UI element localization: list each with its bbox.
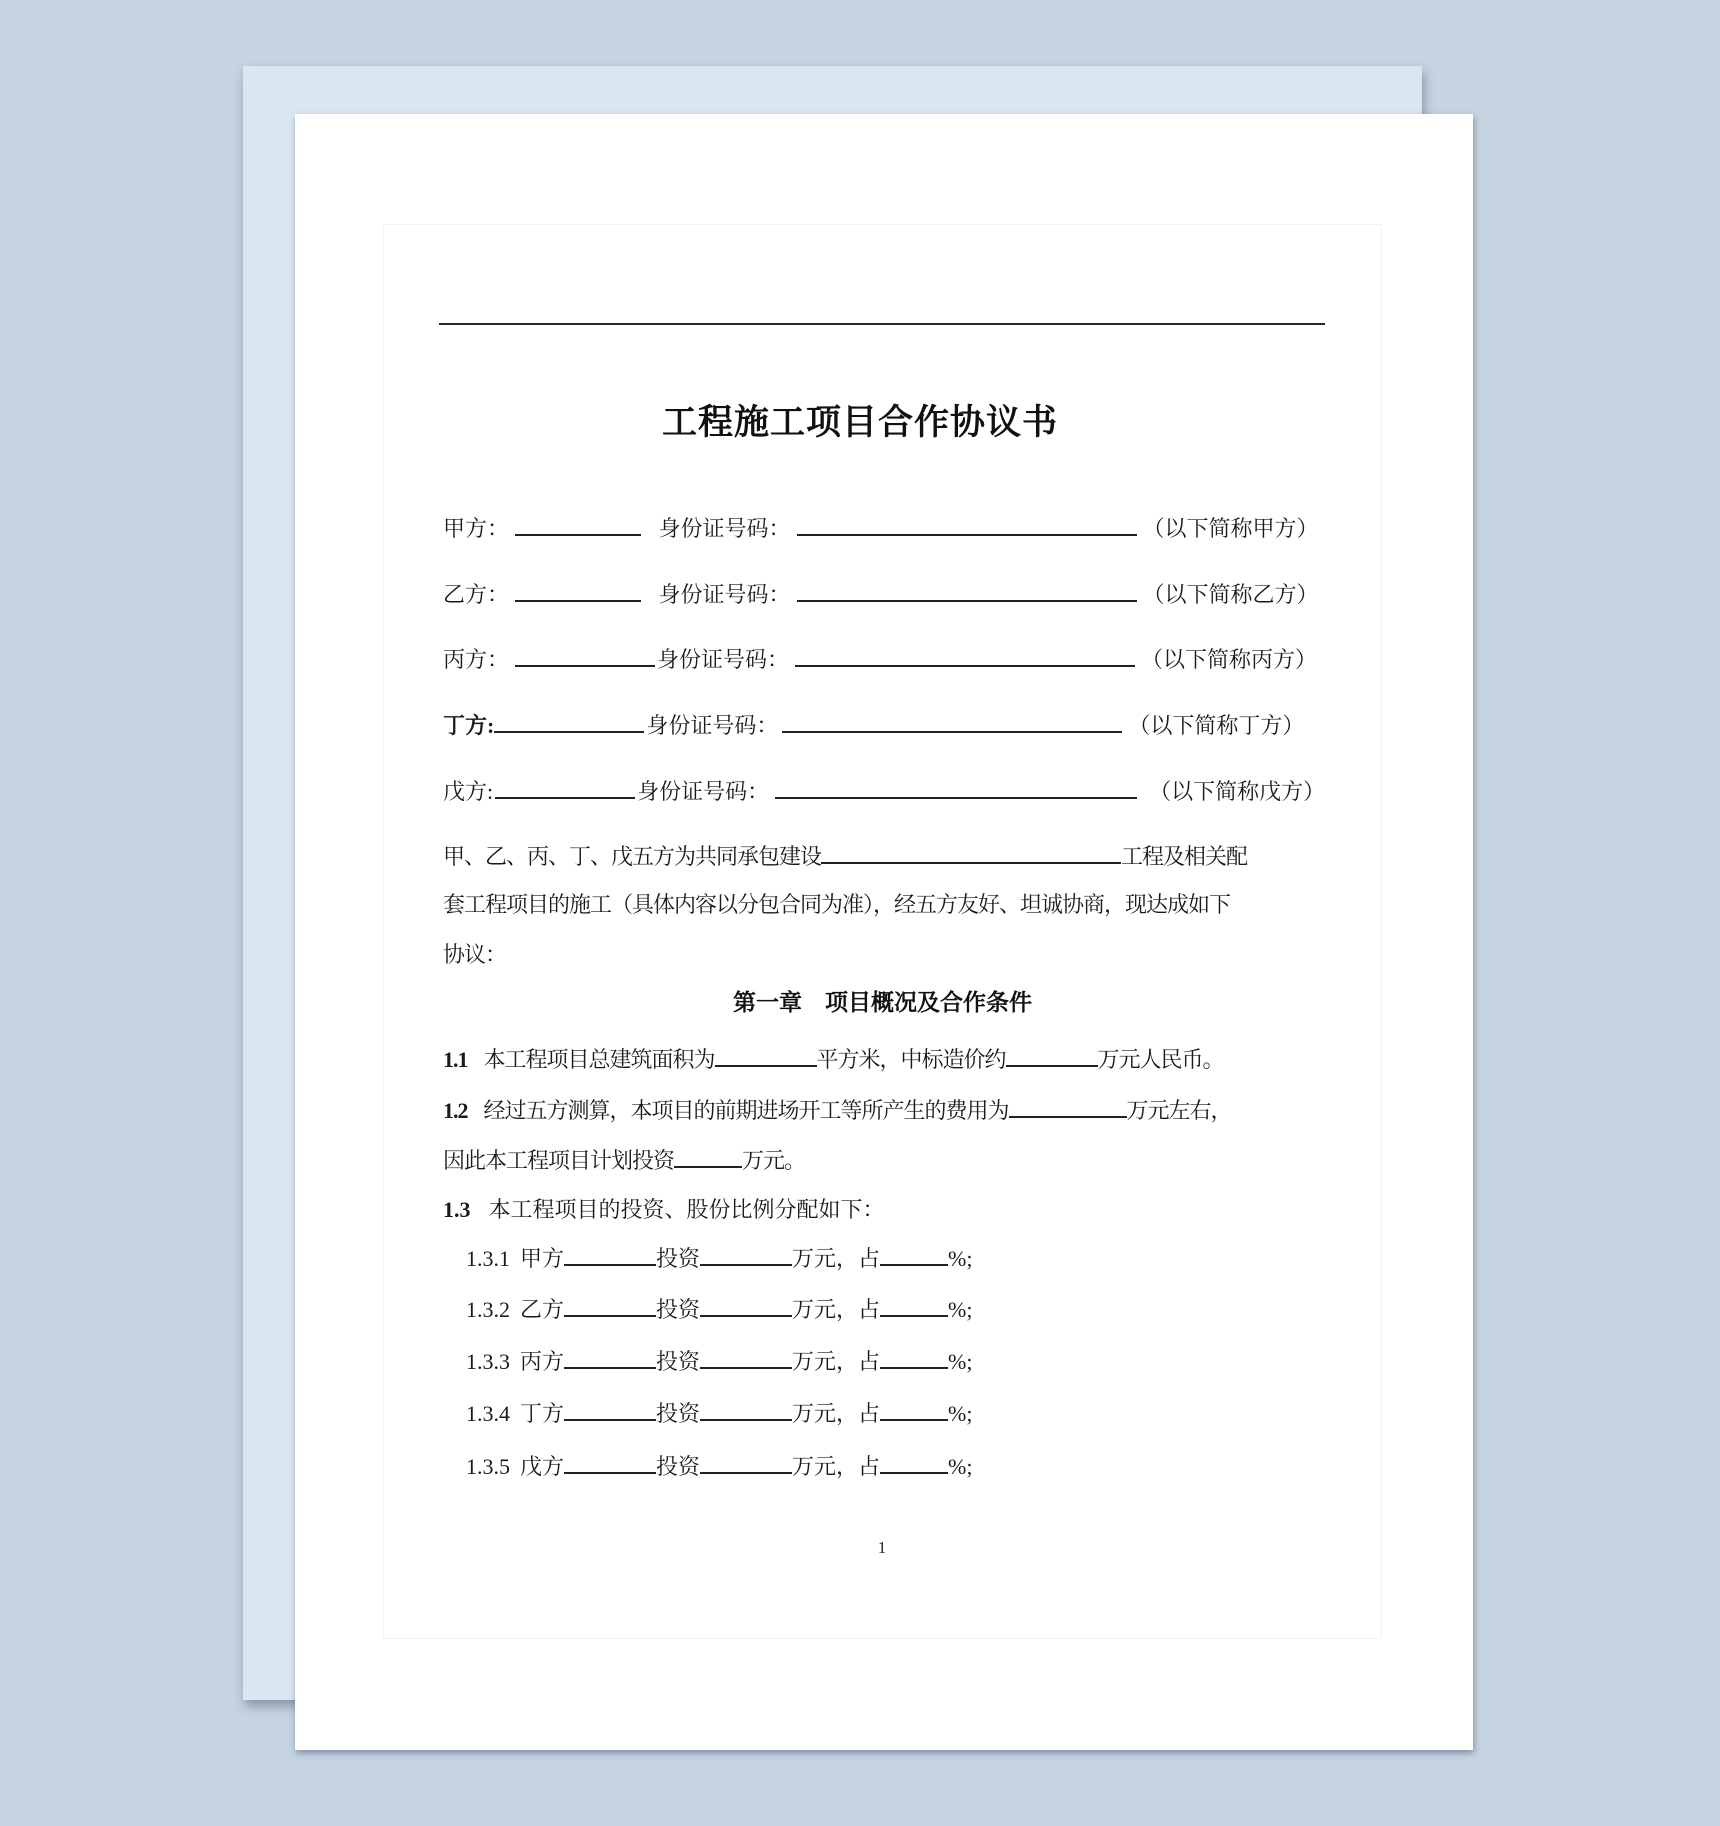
- project-name-field[interactable]: [821, 840, 1121, 864]
- allocation-number: 1.3.5: [466, 1454, 510, 1479]
- allocation-number: 1.3.2: [466, 1297, 510, 1322]
- allocation-text: 万元，占: [792, 1297, 881, 1322]
- preliminary-cost-field[interactable]: [1009, 1094, 1127, 1118]
- percentage-field[interactable]: [880, 1242, 948, 1266]
- allocation-text: %;: [948, 1349, 973, 1374]
- party-name-field[interactable]: [564, 1242, 656, 1266]
- investment-amount-field[interactable]: [700, 1242, 792, 1266]
- allocation-text: 万元，占: [792, 1401, 881, 1426]
- id-number-field[interactable]: [775, 775, 1137, 799]
- allocation-row-1: [466, 1242, 973, 1274]
- percentage-field[interactable]: [880, 1397, 948, 1421]
- party-name-field[interactable]: [564, 1450, 656, 1474]
- allocation-text: %;: [948, 1246, 973, 1271]
- allocation-number: 1.3.4: [466, 1401, 510, 1426]
- clause-1-2-continued: [443, 1144, 805, 1176]
- clause-text: 万元。: [742, 1148, 806, 1173]
- clause-1-2: [443, 1094, 1232, 1126]
- clause-text: 经过五方测算，本项目的前期进场开工等所产生的费用为: [483, 1098, 1009, 1123]
- party-name-field[interactable]: [515, 578, 641, 602]
- document-title: 工程施工项目合作协议书: [661, 403, 1058, 443]
- allocation-party: 乙方: [520, 1297, 565, 1322]
- party-name-field[interactable]: [564, 1397, 656, 1421]
- allocation-row-5: [466, 1450, 973, 1482]
- party-row-yi: [443, 578, 1319, 610]
- allocation-text: 投资: [656, 1246, 701, 1271]
- id-number-field[interactable]: [782, 709, 1122, 733]
- allocation-text: %;: [948, 1454, 973, 1479]
- party-label: 甲方：: [443, 516, 510, 541]
- id-number-field[interactable]: [797, 512, 1137, 536]
- id-number-field[interactable]: [795, 643, 1135, 667]
- id-label: 身份证号码：: [646, 713, 779, 738]
- allocation-text: 投资: [656, 1297, 701, 1322]
- allocation-text: 万元，占: [792, 1349, 881, 1374]
- allocation-text: %;: [948, 1297, 973, 1322]
- percentage-field[interactable]: [880, 1345, 948, 1369]
- clause-text: 万元人民币。: [1097, 1047, 1224, 1072]
- party-name-field[interactable]: [494, 709, 644, 733]
- party-name-field[interactable]: [515, 643, 655, 667]
- party-name-field[interactable]: [515, 512, 641, 536]
- id-number-field[interactable]: [797, 578, 1137, 602]
- clause-text: 平方米，中标造价约: [816, 1047, 1006, 1072]
- header-rule: [439, 323, 1325, 325]
- investment-amount-field[interactable]: [700, 1397, 792, 1421]
- bid-price-field[interactable]: [1006, 1043, 1098, 1067]
- allocation-number: 1.3.1: [466, 1246, 510, 1271]
- party-label: 戊方:: [443, 779, 494, 804]
- investment-amount-field[interactable]: [700, 1345, 792, 1369]
- clause-text: 本工程项目的投资、股份比例分配如下：: [488, 1197, 885, 1222]
- chapter-heading: 第一章 项目概况及合作条件: [733, 990, 1032, 1016]
- clause-1-1: [443, 1043, 1224, 1075]
- clause-number: 1.1: [443, 1047, 468, 1072]
- party-alias: （以下简称戊方）: [1149, 779, 1326, 804]
- clause-text: 万元左右，: [1126, 1098, 1232, 1123]
- area-field[interactable]: [715, 1043, 817, 1067]
- party-alias: （以下简称甲方）: [1142, 516, 1319, 541]
- party-name-field[interactable]: [564, 1293, 656, 1317]
- party-name-field[interactable]: [564, 1345, 656, 1369]
- allocation-text: 万元，占: [792, 1454, 881, 1479]
- allocation-text: 万元，占: [792, 1246, 881, 1271]
- intro-line-1: [443, 840, 1247, 872]
- id-label: 身份证号码：: [658, 516, 791, 541]
- party-row-jia: [443, 512, 1319, 544]
- intro-text: 甲、乙、丙、丁、戊五方为共同承包建设: [443, 844, 822, 869]
- id-label: 身份证号码：: [658, 582, 791, 607]
- clause-1-3: [443, 1195, 885, 1225]
- allocation-text: %;: [948, 1401, 973, 1426]
- party-alias: （以下简称丁方）: [1128, 713, 1305, 738]
- party-alias: （以下简称乙方）: [1142, 582, 1319, 607]
- allocation-row-4: [466, 1397, 973, 1429]
- allocation-number: 1.3.3: [466, 1349, 510, 1374]
- intro-line-2: 套工程项目的施工（具体内容以分包合同为准），经五方友好、坦诚协商，现达成如下: [443, 892, 1231, 917]
- allocation-text: 投资: [656, 1349, 701, 1374]
- party-label: 乙方：: [443, 582, 510, 607]
- intro-text: 工程及相关配: [1121, 844, 1248, 869]
- allocation-row-3: [466, 1345, 973, 1377]
- clause-text: 本工程项目总建筑面积为: [483, 1047, 715, 1072]
- id-label: 身份证号码：: [657, 647, 790, 672]
- intro-line-3: 协议：: [443, 942, 507, 967]
- party-row-bing: [443, 643, 1317, 675]
- investment-amount-field[interactable]: [700, 1450, 792, 1474]
- party-label: 丁方:: [443, 713, 495, 738]
- party-row-ding: [443, 709, 1304, 741]
- clause-text: 因此本工程项目计划投资: [443, 1148, 675, 1173]
- party-label: 丙方：: [443, 647, 510, 672]
- party-row-wu: [443, 775, 1325, 807]
- percentage-field[interactable]: [880, 1450, 948, 1474]
- clause-number: 1.3: [443, 1197, 471, 1222]
- investment-amount-field[interactable]: [700, 1293, 792, 1317]
- allocation-party: 丙方: [520, 1349, 565, 1374]
- allocation-party: 丁方: [520, 1401, 565, 1426]
- allocation-text: 投资: [656, 1454, 701, 1479]
- party-name-field[interactable]: [495, 775, 635, 799]
- allocation-row-2: [466, 1293, 973, 1325]
- percentage-field[interactable]: [880, 1293, 948, 1317]
- planned-investment-field[interactable]: [674, 1144, 742, 1168]
- allocation-party: 甲方: [520, 1246, 565, 1271]
- id-label: 身份证号码：: [637, 779, 770, 804]
- allocation-party: 戊方: [520, 1454, 565, 1479]
- page-number: 1: [877, 1538, 887, 1557]
- allocation-text: 投资: [656, 1401, 701, 1426]
- clause-number: 1.2: [443, 1098, 468, 1123]
- party-alias: （以下简称丙方）: [1141, 647, 1318, 672]
